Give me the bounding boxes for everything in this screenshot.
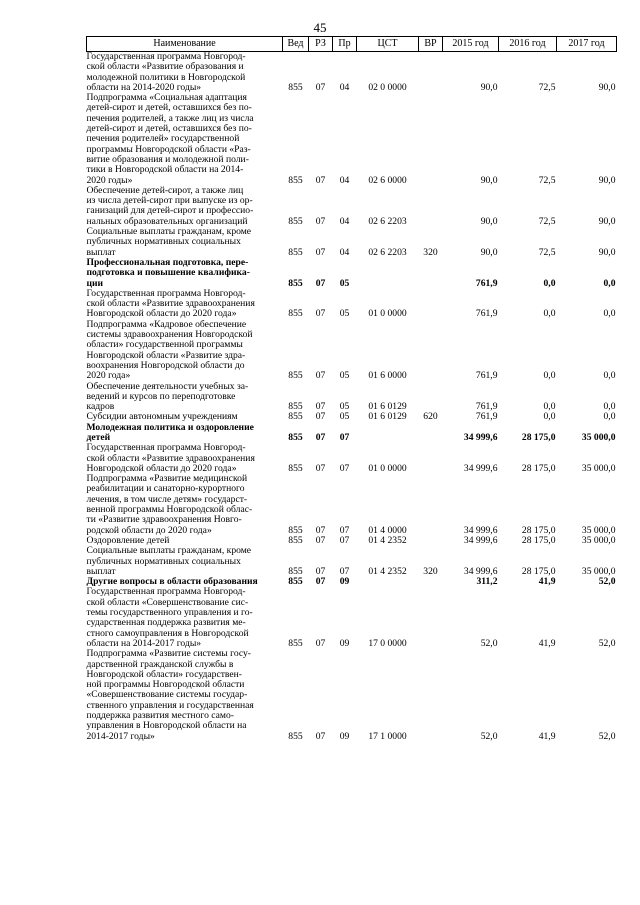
cell-2015: 90,0 <box>480 81 498 93</box>
cell-ved: 855 <box>288 462 303 474</box>
cell-ved: 855 <box>288 174 303 186</box>
cell-pr: 05 <box>339 411 350 423</box>
name-line: сударственная поддержка развития ме- <box>86 617 246 629</box>
cell-rz: 07 <box>315 576 326 588</box>
name-line: детей-сирот и детей, оставшихся без по- <box>86 102 252 114</box>
cell-2017: 90,0 <box>598 174 616 186</box>
name-line: управления в Новгородской области на <box>86 720 247 732</box>
cell-rz: 07 <box>315 215 326 227</box>
cell-pr: 05 <box>339 401 350 413</box>
cell-2017: 52,0 <box>598 730 616 742</box>
name-line: реабилитации и санаторно-курортного <box>86 483 245 495</box>
cell-name <box>87 320 283 382</box>
cell-rz: 07 <box>315 174 326 186</box>
cell-rz: 07 <box>315 730 326 742</box>
cell-2017: 90,0 <box>598 246 616 258</box>
cell-pr: 04 <box>339 215 350 227</box>
name-line: печения родителей, а также лиц из числа <box>86 112 254 124</box>
cell-2016: 0,0 <box>543 308 556 320</box>
cell-cst: 02 6 2203 <box>368 215 407 227</box>
name-line: публичных нормативных социальных <box>86 236 241 248</box>
name-line: кадров <box>86 401 115 413</box>
table-row <box>87 186 617 227</box>
name-line: ции <box>86 277 104 289</box>
cell-2016: 72,5 <box>538 174 556 186</box>
cell-name <box>87 546 283 577</box>
cell-ved: 855 <box>288 277 303 289</box>
cell-cst: 01 0 0000 <box>368 462 407 474</box>
table-row <box>87 320 617 382</box>
cell-rz: 07 <box>315 81 326 93</box>
cell-2016: 72,5 <box>538 215 556 227</box>
cell-name <box>87 52 283 94</box>
name-line: из числа детей-сирот при выпуске из ор- <box>86 195 253 207</box>
cell-2016: 0,0 <box>543 401 556 413</box>
cell-2016: 41,9 <box>538 637 556 649</box>
cell-2017: 52,0 <box>598 637 616 649</box>
cell-name <box>87 443 283 474</box>
cell-cst: 02 6 2203 <box>368 246 407 258</box>
cell-rz: 07 <box>315 277 326 289</box>
name-line: ной программы Новгородской области <box>86 679 245 691</box>
cell-ved: 855 <box>288 401 303 413</box>
cell-cst: 01 6 0129 <box>368 401 407 413</box>
name-line: Новгородской области до 2020 года» <box>86 308 237 320</box>
cell-rz: 07 <box>315 431 326 443</box>
header-2016: 2016 год <box>499 37 557 52</box>
cell-2016: 28 175,0 <box>521 462 556 474</box>
cell-2015: 52,0 <box>480 637 498 649</box>
name-line: 2020 годы» <box>86 174 133 186</box>
name-line: 2020 года» <box>86 370 131 382</box>
cell-2016: 28 175,0 <box>521 534 556 546</box>
cell-ved: 855 <box>288 637 303 649</box>
cell-pr: 05 <box>339 277 350 289</box>
cell-2015: 34 999,6 <box>463 534 498 546</box>
cell-2015: 34 999,6 <box>463 462 498 474</box>
cell-cst: 02 6 0000 <box>368 174 407 186</box>
cell-2016: 41,9 <box>538 576 556 588</box>
name-line: Новгородской области» государствен- <box>86 668 242 680</box>
cell-vr <box>419 258 443 289</box>
cell-cst: 01 0 0000 <box>368 308 407 320</box>
cell-rz: 07 <box>315 524 326 536</box>
cell-vr <box>419 443 443 474</box>
cell-vr <box>419 577 443 587</box>
cell-2015: 311,2 <box>476 576 498 588</box>
cell-vr <box>419 587 443 649</box>
cell-cst: 01 4 0000 <box>368 524 407 536</box>
name-line: ти «Развитие здравоохранения Новго- <box>86 514 242 526</box>
page-number: 45 <box>313 20 327 35</box>
name-line: Другие вопросы в области образования <box>86 576 258 588</box>
name-line: Государственная программа Новгород- <box>86 586 246 598</box>
name-line: тики в Новгородской области на 2014- <box>86 164 244 176</box>
name-line: стного самоуправления в Новгородской <box>86 627 249 639</box>
cell-2016: 28 175,0 <box>521 565 556 577</box>
table-row <box>87 546 617 577</box>
name-line: публичных нормативных социальных <box>86 555 241 567</box>
cell-vr <box>419 536 443 546</box>
table-row <box>87 443 617 474</box>
cell-2015: 761,9 <box>475 401 498 413</box>
cell-2017: 35 000,0 <box>581 524 616 536</box>
cell-pr: 09 <box>339 637 350 649</box>
cell-name <box>87 474 283 536</box>
cell-name <box>87 186 283 227</box>
cell-pr: 04 <box>339 246 350 258</box>
name-line: Подпрограмма «Кадровое обеспечение <box>86 318 247 330</box>
name-line: темы государственного управления и го- <box>86 607 253 619</box>
cell-2017: 35 000,0 <box>581 431 616 443</box>
name-line: Молодежная политика и оздоровление <box>86 421 254 433</box>
cell-2017: 0,0 <box>603 308 616 320</box>
name-line: подготовка и повышение квалифика- <box>86 267 250 279</box>
name-line: ской области «Развитие здравоохранения <box>86 452 255 464</box>
table-row <box>87 649 617 742</box>
name-line: Новгородской области до 2020 года» <box>86 462 237 474</box>
name-line: системы здравоохранения Новгородской <box>86 329 253 341</box>
cell-name <box>87 93 283 186</box>
name-line: области на 2014-2020 годы» <box>86 81 202 93</box>
cell-2016: 28 175,0 <box>521 524 556 536</box>
cell-2015: 761,9 <box>475 411 498 423</box>
cell-2017: 52,0 <box>598 576 616 588</box>
cell-vr <box>419 52 443 94</box>
cell-rz: 07 <box>315 246 326 258</box>
cell-pr: 05 <box>339 308 350 320</box>
cell-2017: 90,0 <box>598 215 616 227</box>
name-line: Подпрограмма «Социальная адаптация <box>86 92 247 104</box>
cell-ved: 855 <box>288 215 303 227</box>
cell-rz: 07 <box>315 565 326 577</box>
cell-2015: 90,0 <box>480 174 498 186</box>
cell-vr <box>419 93 443 186</box>
header-2017: 2017 год <box>557 37 617 52</box>
name-line: области» государственной программы <box>86 339 243 351</box>
cell-ved: 855 <box>288 524 303 536</box>
name-line: родской области до 2020 года» <box>86 524 212 536</box>
cell-pr: 07 <box>339 534 350 546</box>
cell-rz: 07 <box>315 637 326 649</box>
cell-rz: 07 <box>315 411 326 423</box>
cell-name <box>87 227 283 258</box>
cell-vr <box>419 289 443 320</box>
name-line: Государственная программа Новгород- <box>86 442 246 454</box>
table-row <box>87 52 617 94</box>
cell-ved: 855 <box>288 431 303 443</box>
cell-cst <box>357 423 419 444</box>
table-row <box>87 382 617 413</box>
name-line: Подпрограмма «Развитие медицинской <box>86 473 248 485</box>
cell-2017: 90,0 <box>598 81 616 93</box>
cell-2015: 761,9 <box>475 370 498 382</box>
cell-vr <box>419 320 443 382</box>
cell-2017: 0,0 <box>603 401 616 413</box>
cell-cst: 01 6 0129 <box>368 411 407 423</box>
cell-2017: 35 000,0 <box>581 565 616 577</box>
cell-vr <box>419 186 443 227</box>
table-row <box>87 587 617 649</box>
table-row <box>87 93 617 186</box>
cell-2016: 28 175,0 <box>521 431 556 443</box>
name-line: поддержка развития местного само- <box>86 710 234 721</box>
cell-ved: 855 <box>288 576 303 588</box>
cell-2017: 0,0 <box>603 411 616 423</box>
budget-table <box>86 36 617 742</box>
cell-ved: 855 <box>288 308 303 320</box>
cell-cst: 17 1 0000 <box>368 730 407 742</box>
cell-vr: 320 <box>423 246 438 258</box>
name-line: ведений и курсов по переподготовке <box>86 390 236 402</box>
name-line: Профессиональная подготовка, пере- <box>86 256 249 268</box>
cell-ved: 855 <box>288 81 303 93</box>
cell-pr: 07 <box>339 565 350 577</box>
name-line: детей-сирот и детей, оставшихся без по- <box>86 123 252 135</box>
cell-2017: 0,0 <box>603 370 616 382</box>
cell-2015: 90,0 <box>480 246 498 258</box>
cell-2016: 0,0 <box>543 277 556 289</box>
name-line: витие образования и молодежной поли- <box>86 153 249 165</box>
name-line: Государственная программа Новгород- <box>86 287 246 299</box>
name-line: воохранения Новгородской области до <box>86 359 245 371</box>
cell-ved: 855 <box>288 730 303 742</box>
cell-cst <box>357 577 419 587</box>
header-2015: 2015 год <box>443 37 499 52</box>
name-line: ственного управления и государственная <box>86 699 254 711</box>
cell-2015: 52,0 <box>480 730 498 742</box>
cell-vr <box>419 423 443 444</box>
name-line: венной программы Новгородской облас- <box>86 504 253 516</box>
cell-cst: 17 0 0000 <box>368 637 407 649</box>
cell-rz: 07 <box>315 462 326 474</box>
cell-ved: 855 <box>288 534 303 546</box>
cell-rz: 07 <box>315 534 326 546</box>
name-line: Оздоровление детей <box>86 534 170 546</box>
cell-cst: 02 0 0000 <box>368 81 407 93</box>
name-line: ской области «Развитие здравоохранения <box>86 298 255 310</box>
header-ved: Вед <box>283 37 309 52</box>
header-pr: Пр <box>333 37 357 52</box>
cell-2015: 761,9 <box>475 308 498 320</box>
header-cst: ЦСТ <box>357 37 419 52</box>
cell-2016: 0,0 <box>543 370 556 382</box>
name-line: выплат <box>86 565 116 577</box>
cell-2016: 0,0 <box>543 411 556 423</box>
cell-rz: 07 <box>315 308 326 320</box>
name-line: молодежной политики в Новгородской <box>86 71 246 83</box>
cell-2015: 90,0 <box>480 215 498 227</box>
table-row <box>87 423 617 444</box>
cell-pr: 04 <box>339 174 350 186</box>
name-line: детей <box>86 431 111 443</box>
cell-name <box>87 649 283 742</box>
name-line: печения родителей» государственной <box>86 133 240 145</box>
cell-rz: 07 <box>315 401 326 413</box>
name-line: Социальные выплаты гражданам, кроме <box>86 226 252 238</box>
cell-rz: 07 <box>315 370 326 382</box>
cell-cst: 01 6 0000 <box>368 370 407 382</box>
header-rz: РЗ <box>309 37 333 52</box>
table-row <box>87 289 617 320</box>
cell-2015: 34 999,6 <box>463 565 498 577</box>
name-line: дарственной гражданской службы в <box>86 658 234 670</box>
name-line: 2014-2017 годы» <box>86 730 155 742</box>
name-line: Новгородской области «Развитие здра- <box>86 349 246 361</box>
cell-pr: 07 <box>339 431 350 443</box>
cell-ved: 855 <box>288 411 303 423</box>
cell-cst: 01 4 2352 <box>368 534 407 546</box>
cell-pr: 07 <box>339 524 350 536</box>
cell-vr <box>419 382 443 413</box>
header-vr: ВР <box>419 37 443 52</box>
budget-table-container <box>86 36 616 742</box>
cell-ved: 855 <box>288 565 303 577</box>
cell-name <box>87 382 283 413</box>
cell-2017: 35 000,0 <box>581 462 616 474</box>
name-line: Обеспечение деятельности учебных за- <box>86 380 249 392</box>
cell-2015: 34 999,6 <box>463 524 498 536</box>
name-line: лечения, в том числе детям» государст- <box>86 493 248 505</box>
cell-cst <box>357 258 419 289</box>
cell-pr: 07 <box>339 462 350 474</box>
name-line: Социальные выплаты гражданам, кроме <box>86 545 252 557</box>
cell-ved: 855 <box>288 370 303 382</box>
cell-name <box>87 423 283 444</box>
cell-2015: 761,9 <box>475 277 498 289</box>
cell-pr: 04 <box>339 81 350 93</box>
cell-name <box>87 587 283 649</box>
cell-2017: 0,0 <box>603 277 616 289</box>
cell-name <box>87 289 283 320</box>
name-line: Государственная программа Новгород- <box>86 51 246 62</box>
name-line: программы Новгородской области «Раз- <box>86 143 251 155</box>
table-row <box>87 258 617 289</box>
cell-vr: 320 <box>423 565 438 577</box>
cell-vr <box>419 474 443 536</box>
cell-2016: 41,9 <box>538 730 556 742</box>
cell-vr: 620 <box>423 411 438 423</box>
name-line: «Совершенствование системы государ- <box>86 689 248 701</box>
cell-pr: 09 <box>339 576 350 588</box>
cell-2017: 35 000,0 <box>581 534 616 546</box>
cell-cst: 01 4 2352 <box>368 565 407 577</box>
name-line: выплат <box>86 246 116 258</box>
cell-name <box>87 258 283 289</box>
cell-ved: 855 <box>288 246 303 258</box>
name-line: ганизаций для детей-сирот и профессио- <box>86 205 254 217</box>
name-line: Обеспечение детей-сирот, а также лиц <box>86 184 244 196</box>
name-line: области на 2014-2017 годы» <box>86 637 202 649</box>
table-body <box>87 52 617 742</box>
table-header-row <box>87 37 617 52</box>
cell-pr: 09 <box>339 730 350 742</box>
cell-pr: 05 <box>339 370 350 382</box>
cell-vr <box>419 649 443 742</box>
name-line: нальных образовательных организаций <box>86 215 248 227</box>
name-line: Подпрограмма «Развитие системы госу- <box>86 648 251 660</box>
table-row <box>87 474 617 536</box>
cell-2016: 72,5 <box>538 81 556 93</box>
header-name: Наименование <box>87 37 283 52</box>
name-line: ской области «Совершенствование сис- <box>86 596 249 608</box>
name-line: Субсидии автономным учреждениям <box>86 411 238 423</box>
cell-2016: 72,5 <box>538 246 556 258</box>
table-row <box>87 227 617 258</box>
name-line: ской области «Развитие образования и <box>86 61 244 73</box>
cell-2015: 34 999,6 <box>463 431 498 443</box>
